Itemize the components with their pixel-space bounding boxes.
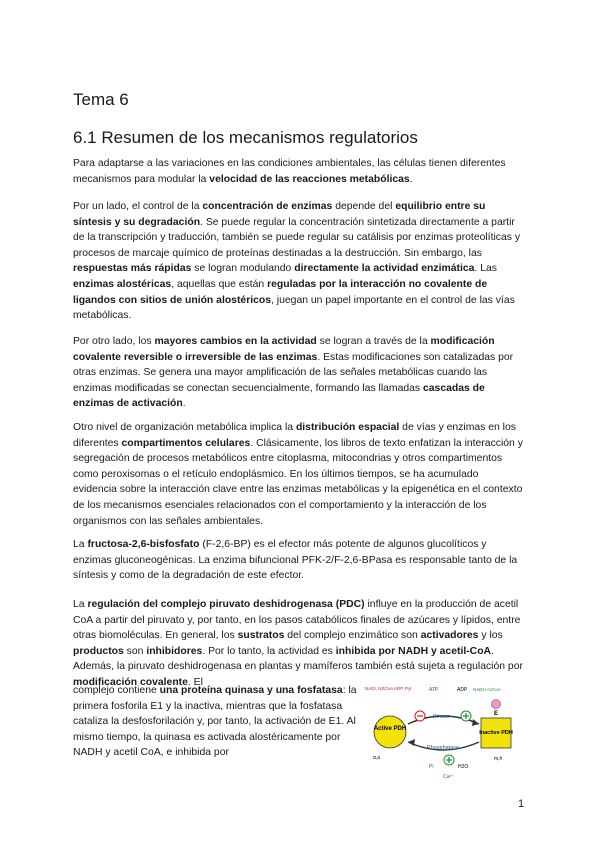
bold-text: cascadas de enzimas de activación [73,382,485,410]
active-pdh-shape [374,716,406,748]
paragraph-f26bp [73,537,525,584]
h2o-label: H2O [458,764,469,770]
text-span: . Además, la piruvato deshidrogenasa en plantas y mamíferos también está sujeta a regulación por [73,645,523,673]
text-span: , juegan un papel importante en el control de las vías metabólicas. [73,294,515,322]
bold-text: reguladas por la interacción no covalente de ligandos con sitios de unión alostéricos [73,278,488,306]
text-span: Otro nivel de organización metabólica implica la [73,422,296,433]
mh-label: m,h [494,756,503,762]
text-span: Para adaptarse a las variaciones en las condiciones ambientales, las células tienen diferentes mecanismos para modular la [73,158,506,185]
active-pdh-label: Active PDH [373,726,407,732]
text-span: son [123,645,147,657]
bold-text: modificación covalente reversible o irreversible de las enzimas [73,336,495,363]
text-span: complejo contiene [73,685,160,696]
text-span: . [409,173,413,185]
bold-text: regulación del complejo piruvato deshidrogenasa (PDC) [87,599,365,610]
calcium-label: Ca²⁺ [443,774,454,780]
bold-text: activadores [420,630,479,642]
bold-text: inhibidores [146,645,203,657]
page-number: 1 [518,798,525,810]
bold-text: distribución espacial [295,422,400,433]
pdh-regulation-figure [363,682,525,780]
paragraph-intro [73,156,525,187]
bold-text: concentración de enzimas [202,201,333,212]
text-span: se logran a través de la [316,336,431,347]
text-span: (F-2,6-BP) es el efector más potente de algunos glucolíticos y enzimas gluconeogénicas. La enzima bifuncional PFK-2/F-2,6-BPasa es responsable tanto de la síntesis y como de la degradación de este efector. [73,539,518,582]
bold-text: enzimas alostéricas [73,278,172,290]
text-span: influye en la producción de acetil CoA a partir del piruvato y, por tanto, en los pasos catabólicos finales de azúcares y lípidos, entre otras biomoléculas. En general, los [73,599,521,642]
bold-text: fructosa-2,6-bisfosfato [87,539,200,550]
text-span: . Las [474,263,497,275]
bold-text: mayores cambios en la actividad [154,336,317,347]
bold-text: sustratos [237,630,285,642]
text-span: . Clásicamente, los libros de texto enfatizan la interacción y segregación de procesos metabólicos entre citoplasma, mitocondrias y otros compartimentos como peroxisomas o el retículo endoplásmico. En los últimos tiempos, se ha acumulado evidencia sobre la interacción clave entre las enzimas metabólicas y la epigenética en el contexto de los mecanismos esenciales relacionados con el comportamiento y la interacción de los organismos con las señales ambientales. [73,437,523,527]
alpha-label: α,a [373,755,381,761]
bold-text: modificación covalente [73,676,188,688]
e1-label: E [494,711,499,717]
bold-text: compartimentos celulares [121,437,251,449]
phosphate-icon [492,700,501,709]
text-span: : la primera fosforila E1 y la inactiva, mientras que la fosfatasa cataliza la desfosforilación y, por tanto, la activación de E1. Al mismo tiempo, la quinasa es activada alostéricamente por NADH y acetil CoA, e inhibida por [73,685,357,759]
text-span: . Por lo tanto, la actividad es [202,645,336,657]
inactive-pdh-label: Inactive PDH [479,730,513,736]
kinase-inhibitors-label: NADr, NSCoA ADP, Pyr [365,686,412,691]
text-span: La [73,539,88,550]
kinase-activators-label: NADH AcCoA [473,687,501,692]
paragraph-covalent-modification [73,334,525,412]
bold-text: velocidad de las reacciones metabólicas [209,173,410,185]
bold-text: una proteína quinasa y una fosfatasa [159,685,343,696]
text-span: . Estas modificaciones son catalizadas por otras enzimas. Se genera una mayor amplificación de las señales metabólicas cuando las enzimas modificadas se conectan secuencialmente, formando las llamadas [73,351,514,394]
section-title: 6.1 Resumen de los mecanismos regulatorios [73,128,418,147]
paragraph-enzyme-concentration [73,199,525,324]
bold-text: directamente la actividad enzimática [294,263,475,275]
text-span: La [73,599,88,610]
text-span: , aquellas que están [171,278,268,290]
text-span: Por un lado, el control de la [73,201,203,212]
text-span: de vías y enzimas en los diferentes [73,422,516,449]
bold-text: respuestas más rápidas [73,263,192,275]
text-span: . Se puede regular la concentración sintetizada directamente a partir de la transcripción y traducción, también se puede regular su catálisis por enzimas proteolíticas y procesos de marcaje químico de proteínas destinadas a la destrucción. Sin embargo, las [73,216,521,259]
paragraph-pdc-regulation [73,597,525,691]
text-span: Por otro lado, los [73,336,155,347]
text-span: . El [187,676,203,688]
chapter-title: Tema 6 [73,90,129,109]
bold-text: equilibrio entre su síntesis y su degradación [73,201,486,228]
paragraph-kinase-phosphatase [73,683,358,761]
text-span: . [182,398,186,410]
pi-label: Pi [429,764,434,770]
text-span: se logran modulando [191,263,295,275]
adp-label: ADP [457,687,468,693]
atp-label: ATP [429,687,439,693]
bold-text: productos [73,645,124,657]
kinase-label: Kinase [433,714,450,720]
paragraph-spatial-distribution [73,420,525,529]
phosphatase-label: Phosphatase [427,745,460,751]
text-span: depende del [332,201,396,212]
text-span: y los [478,630,503,642]
bold-text: inhibida por NADH y acetil-CoA [335,645,492,657]
text-span: del complejo enzimático son [284,630,421,642]
